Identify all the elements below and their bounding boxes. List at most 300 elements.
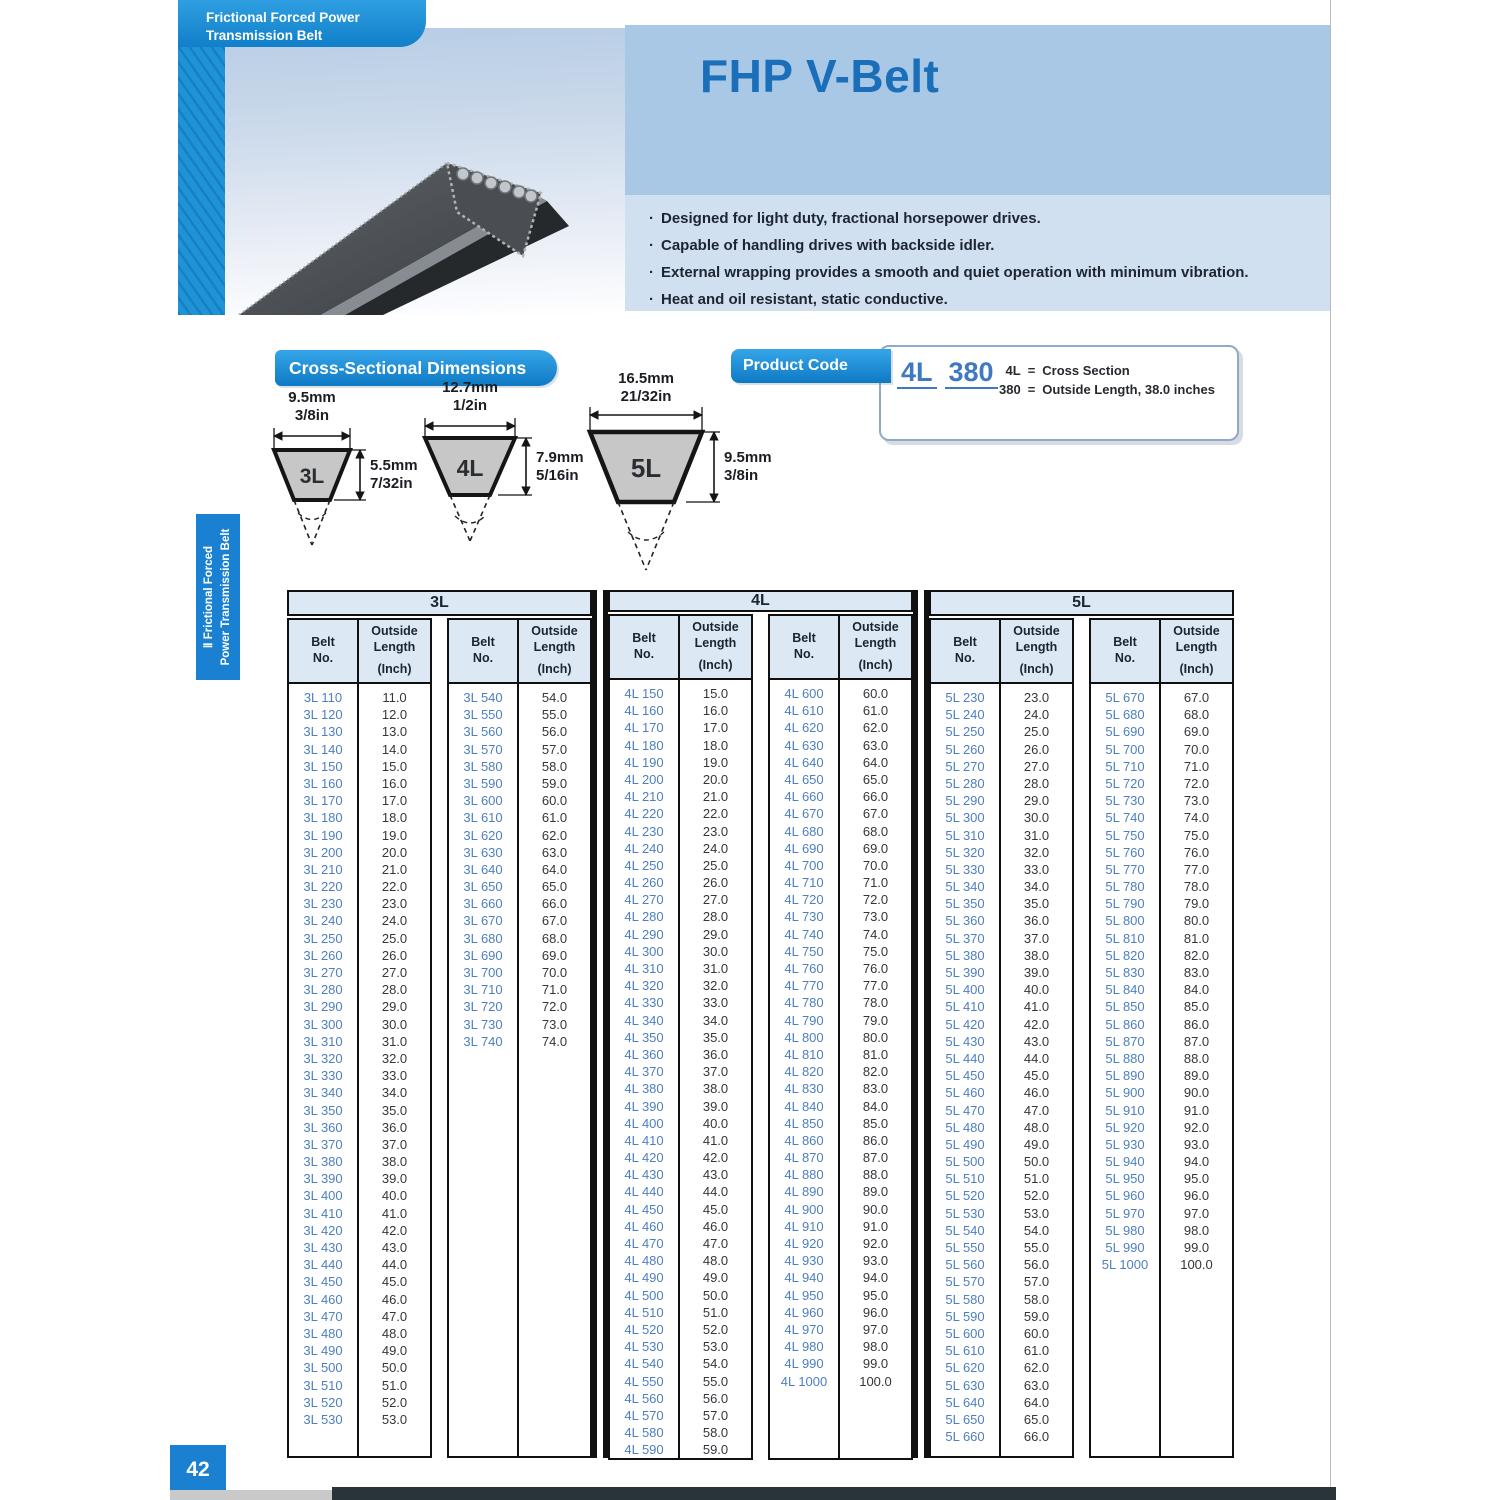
belt-no-cell: 5L 820 bbox=[1105, 947, 1145, 963]
length-cell: 71.0 bbox=[862, 875, 889, 891]
belt-no-cell: 4L 490 bbox=[624, 1270, 664, 1286]
belt-no-cell: 3L 400 bbox=[303, 1188, 343, 1204]
belt-no-cell: 5L 880 bbox=[1105, 1050, 1145, 1066]
belt-no-cell: 5L 660 bbox=[945, 1429, 985, 1445]
belt-no-cell: 5L 790 bbox=[1105, 896, 1145, 912]
length-cell: 74.0 bbox=[862, 926, 889, 942]
length-cell: 79.0 bbox=[862, 1012, 889, 1028]
length-cell: 63.0 bbox=[541, 844, 568, 860]
length-cell: 30.0 bbox=[1023, 810, 1050, 826]
legend-term: 380 bbox=[999, 382, 1021, 397]
belt-no-cell: 5L 960 bbox=[1105, 1188, 1145, 1204]
length-cell: 58.0 bbox=[702, 1425, 729, 1441]
belt-no-cell: 5L 580 bbox=[945, 1291, 985, 1307]
belt-no-cell: 4L 720 bbox=[784, 892, 824, 908]
length-cell: 48.0 bbox=[702, 1253, 729, 1269]
length-cell: 56.0 bbox=[1023, 1257, 1050, 1273]
length-cell: 62.0 bbox=[862, 720, 889, 736]
belt-size-table bbox=[287, 590, 1234, 1458]
outside-length-column bbox=[359, 684, 430, 1456]
belt-no-column bbox=[1091, 684, 1161, 1456]
belt-no-cell: 4L 970 bbox=[784, 1321, 824, 1337]
svg-text:5.5mm: 5.5mm bbox=[370, 457, 418, 474]
length-cell: 91.0 bbox=[1183, 1102, 1210, 1118]
length-cell: 70.0 bbox=[541, 965, 568, 980]
belt-no-cell: 5L 690 bbox=[1105, 724, 1145, 740]
belt-no-cell: 3L 630 bbox=[463, 844, 503, 860]
length-cell: 47.0 bbox=[1023, 1102, 1050, 1118]
belt-no-cell: 4L 420 bbox=[624, 1150, 664, 1166]
length-cell: 45.0 bbox=[702, 1201, 729, 1217]
belt-no-cell: 3L 270 bbox=[303, 965, 343, 980]
length-cell: 82.0 bbox=[862, 1064, 889, 1080]
length-cell: 50.0 bbox=[702, 1287, 729, 1303]
belt-no-cell: 4L 500 bbox=[624, 1287, 664, 1303]
belt-no-cell: 4L 570 bbox=[624, 1407, 664, 1423]
belt-no-cell: 5L 890 bbox=[1105, 1068, 1145, 1084]
group-separator bbox=[592, 590, 608, 1458]
outside-length-header: Outside Length (Inch) bbox=[359, 620, 430, 684]
belt-no-cell: 5L 410 bbox=[945, 999, 985, 1015]
belt-no-cell: 3L 340 bbox=[303, 1085, 343, 1101]
belt-no-cell: 5L 700 bbox=[1105, 741, 1145, 757]
svg-text:3L: 3L bbox=[299, 465, 325, 488]
belt-no-cell: 5L 860 bbox=[1105, 1016, 1145, 1032]
v-belt-photo bbox=[225, 60, 625, 315]
belt-no-cell: 3L 360 bbox=[303, 1119, 343, 1135]
belt-no-cell: 4L 780 bbox=[784, 995, 824, 1011]
belt-no-cell: 5L 990 bbox=[1105, 1240, 1145, 1255]
belt-no-cell: 5L 380 bbox=[945, 947, 985, 963]
belt-no-column bbox=[449, 684, 519, 1456]
length-cell: 71.0 bbox=[1183, 758, 1210, 774]
belt-no-cell: 4L 400 bbox=[624, 1115, 664, 1131]
belt-no-cell: 3L 200 bbox=[303, 844, 343, 860]
feature-item: · Heat and oil resistant, static conductive. bbox=[649, 286, 1330, 313]
belt-subtable bbox=[287, 618, 432, 1458]
length-cell: 69.0 bbox=[541, 947, 568, 963]
belt-no-cell: 5L 620 bbox=[945, 1360, 985, 1376]
length-cell: 100.0 bbox=[1180, 1257, 1213, 1273]
belt-no-cell: 4L 220 bbox=[624, 806, 664, 822]
outside-length-header: Outside Length (Inch) bbox=[680, 616, 751, 680]
length-cell: 67.0 bbox=[862, 806, 889, 822]
length-cell: 88.0 bbox=[1183, 1050, 1210, 1066]
length-cell: 84.0 bbox=[862, 1098, 889, 1114]
length-cell: 97.0 bbox=[862, 1321, 889, 1337]
length-cell: 66.0 bbox=[862, 789, 889, 805]
length-cell: 34.0 bbox=[381, 1085, 408, 1101]
belt-no-cell: 3L 720 bbox=[463, 999, 503, 1015]
feature-item: · Designed for light duty, fractional horsepower drives. bbox=[649, 205, 1330, 232]
belt-no-cell: 5L 850 bbox=[1105, 999, 1145, 1015]
belt-no-cell: 5L 230 bbox=[945, 690, 985, 705]
length-cell: 62.0 bbox=[1023, 1360, 1050, 1376]
length-cell: 49.0 bbox=[702, 1270, 729, 1286]
length-cell: 55.0 bbox=[541, 707, 568, 723]
legend-equals: = bbox=[1027, 363, 1036, 378]
length-cell: 64.0 bbox=[1023, 1394, 1050, 1410]
belt-no-cell: 4L 600 bbox=[784, 686, 824, 701]
outside-length-header: Outside Length (Inch) bbox=[1001, 620, 1072, 684]
belt-no-cell: 4L 360 bbox=[624, 1046, 664, 1062]
belt-subtable bbox=[447, 618, 592, 1458]
belt-no-cell: 3L 740 bbox=[463, 1033, 503, 1049]
length-cell: 59.0 bbox=[541, 775, 568, 791]
belt-no-cell: 4L 850 bbox=[784, 1115, 824, 1131]
belt-no-cell: 4L 240 bbox=[624, 840, 664, 856]
length-cell: 55.0 bbox=[1023, 1240, 1050, 1255]
belt-no-cell: 4L 880 bbox=[784, 1167, 824, 1183]
belt-no-cell: 4L 910 bbox=[784, 1218, 824, 1234]
belt-no-cell: 4L 870 bbox=[784, 1150, 824, 1166]
length-cell: 39.0 bbox=[381, 1171, 408, 1187]
svg-text:12.7mm: 12.7mm bbox=[442, 379, 498, 396]
length-cell: 26.0 bbox=[381, 947, 408, 963]
belt-no-cell: 4L 180 bbox=[624, 737, 664, 753]
length-cell: 96.0 bbox=[1183, 1188, 1210, 1204]
group-body bbox=[929, 618, 1234, 1458]
belt-no-cell: 5L 500 bbox=[945, 1154, 985, 1170]
length-cell: 63.0 bbox=[862, 737, 889, 753]
belt-no-cell: 3L 690 bbox=[463, 947, 503, 963]
left-accent-strip bbox=[178, 0, 225, 315]
group-separator bbox=[913, 590, 929, 1458]
length-cell: 86.0 bbox=[1183, 1016, 1210, 1032]
belt-no-cell: 4L 790 bbox=[784, 1012, 824, 1028]
length-cell: 28.0 bbox=[702, 909, 729, 925]
belt-no-cell: 4L 280 bbox=[624, 909, 664, 925]
length-cell: 85.0 bbox=[1183, 999, 1210, 1015]
length-cell: 58.0 bbox=[541, 758, 568, 774]
length-cell: 33.0 bbox=[702, 995, 729, 1011]
length-cell: 39.0 bbox=[702, 1098, 729, 1114]
length-cell: 35.0 bbox=[702, 1029, 729, 1045]
belt-no-cell: 5L 350 bbox=[945, 896, 985, 912]
length-cell: 98.0 bbox=[862, 1339, 889, 1355]
length-cell: 89.0 bbox=[862, 1184, 889, 1200]
length-cell: 24.0 bbox=[702, 840, 729, 856]
outside-length-column bbox=[519, 684, 590, 1456]
belt-no-cell: 4L 350 bbox=[624, 1029, 664, 1045]
belt-no-cell: 5L 390 bbox=[945, 965, 985, 980]
length-cell: 15.0 bbox=[381, 758, 408, 774]
belt-no-cell: 4L 740 bbox=[784, 926, 824, 942]
length-cell: 75.0 bbox=[862, 943, 889, 959]
legend-definition: Outside Length, 38.0 inches bbox=[1042, 382, 1215, 397]
belt-no-cell: 3L 330 bbox=[303, 1068, 343, 1084]
belt-no-cell: 4L 430 bbox=[624, 1167, 664, 1183]
length-cell: 50.0 bbox=[1023, 1154, 1050, 1170]
belt-no-cell: 4L 540 bbox=[624, 1356, 664, 1372]
length-cell: 25.0 bbox=[702, 857, 729, 873]
length-cell: 67.0 bbox=[541, 913, 568, 929]
belt-no-cell: 5L 840 bbox=[1105, 982, 1145, 998]
length-cell: 44.0 bbox=[702, 1184, 729, 1200]
belt-no-cell: 4L 670 bbox=[784, 806, 824, 822]
belt-no-cell: 4L 810 bbox=[784, 1046, 824, 1062]
length-cell: 36.0 bbox=[1023, 913, 1050, 929]
length-cell: 12.0 bbox=[381, 707, 408, 723]
belt-no-cell: 3L 370 bbox=[303, 1136, 343, 1152]
belt-no-cell: 5L 770 bbox=[1105, 861, 1145, 877]
length-cell: 27.0 bbox=[381, 965, 408, 980]
product-code-heading: Product Code bbox=[731, 349, 891, 383]
length-cell: 59.0 bbox=[1023, 1308, 1050, 1324]
belt-no-cell: 4L 320 bbox=[624, 978, 664, 994]
belt-no-cell: 4L 290 bbox=[624, 926, 664, 942]
belt-no-cell: 5L 240 bbox=[945, 707, 985, 723]
length-cell: 73.0 bbox=[541, 1016, 568, 1032]
length-cell: 69.0 bbox=[862, 840, 889, 856]
belt-no-cell: 3L 460 bbox=[303, 1291, 343, 1307]
belt-no-cell: 5L 630 bbox=[945, 1377, 985, 1393]
belt-no-cell: 3L 540 bbox=[463, 690, 503, 705]
belt-no-cell: 4L 750 bbox=[784, 943, 824, 959]
belt-no-cell: 4L 460 bbox=[624, 1218, 664, 1234]
length-cell: 35.0 bbox=[381, 1102, 408, 1118]
belt-no-cell: 4L 580 bbox=[624, 1425, 664, 1441]
length-cell: 40.0 bbox=[1023, 982, 1050, 998]
cross-section-diagrams bbox=[250, 370, 790, 605]
length-cell: 28.0 bbox=[1023, 775, 1050, 791]
belt-no-cell: 3L 580 bbox=[463, 758, 503, 774]
belt-no-cell: 4L 340 bbox=[624, 1012, 664, 1028]
length-cell: 14.0 bbox=[381, 741, 408, 757]
length-cell: 73.0 bbox=[862, 909, 889, 925]
svg-text:3/8in: 3/8in bbox=[294, 407, 330, 424]
length-cell: 18.0 bbox=[702, 737, 729, 753]
cross-section-heading: Cross-Sectional Dimensions bbox=[275, 350, 557, 386]
belt-no-cell: 3L 380 bbox=[303, 1154, 343, 1170]
length-cell: 51.0 bbox=[1023, 1171, 1050, 1187]
length-cell: 92.0 bbox=[1183, 1119, 1210, 1135]
length-cell: 29.0 bbox=[702, 926, 729, 942]
outside-length-header: Outside Length (Inch) bbox=[1161, 620, 1232, 684]
svg-text:7.9mm: 7.9mm bbox=[536, 449, 584, 466]
length-cell: 31.0 bbox=[381, 1033, 408, 1049]
length-cell: 37.0 bbox=[381, 1136, 408, 1152]
length-cell: 70.0 bbox=[1183, 741, 1210, 757]
length-cell: 32.0 bbox=[381, 1050, 408, 1066]
belt-no-cell: 3L 310 bbox=[303, 1033, 343, 1049]
belt-no-cell: 4L 530 bbox=[624, 1339, 664, 1355]
belt-no-cell: 5L 670 bbox=[1105, 690, 1145, 705]
length-cell: 72.0 bbox=[1183, 775, 1210, 791]
belt-no-cell: 3L 480 bbox=[303, 1325, 343, 1341]
belt-group-4l bbox=[608, 590, 913, 1458]
length-cell: 34.0 bbox=[1023, 879, 1050, 895]
belt-no-cell: 4L 390 bbox=[624, 1098, 664, 1114]
length-cell: 24.0 bbox=[1023, 707, 1050, 723]
belt-no-cell: 5L 760 bbox=[1105, 844, 1145, 860]
length-cell: 53.0 bbox=[702, 1339, 729, 1355]
belt-no-cell: 4L 690 bbox=[784, 840, 824, 856]
belt-no-cell: 3L 680 bbox=[463, 930, 503, 946]
length-cell: 21.0 bbox=[702, 789, 729, 805]
belt-no-cell: 3L 430 bbox=[303, 1240, 343, 1255]
belt-no-cell: 3L 390 bbox=[303, 1171, 343, 1187]
belt-no-header: Belt No. bbox=[449, 620, 519, 684]
length-cell: 81.0 bbox=[862, 1046, 889, 1062]
length-cell: 29.0 bbox=[381, 999, 408, 1015]
bottom-bar-dark bbox=[332, 1487, 1336, 1500]
length-cell: 65.0 bbox=[862, 771, 889, 787]
belt-no-cell: 4L 760 bbox=[784, 961, 824, 976]
length-cell: 68.0 bbox=[862, 823, 889, 839]
belt-no-cell: 4L 770 bbox=[784, 978, 824, 994]
length-cell: 98.0 bbox=[1183, 1222, 1210, 1238]
length-cell: 46.0 bbox=[381, 1291, 408, 1307]
belt-no-cell: 5L 430 bbox=[945, 1033, 985, 1049]
length-cell: 38.0 bbox=[381, 1154, 408, 1170]
belt-no-header: Belt No. bbox=[1091, 620, 1161, 684]
length-cell: 51.0 bbox=[381, 1377, 408, 1393]
length-cell: 61.0 bbox=[1023, 1343, 1050, 1359]
belt-no-cell: 5L 480 bbox=[945, 1119, 985, 1135]
belt-no-cell: 3L 560 bbox=[463, 724, 503, 740]
product-code-legend bbox=[999, 363, 1215, 397]
length-cell: 45.0 bbox=[1023, 1068, 1050, 1084]
belt-no-cell: 4L 890 bbox=[784, 1184, 824, 1200]
belt-no-cell: 5L 640 bbox=[945, 1394, 985, 1410]
group-label: 3L bbox=[287, 590, 592, 616]
belt-no-cell: 5L 950 bbox=[1105, 1171, 1145, 1187]
svg-text:16.5mm: 16.5mm bbox=[618, 370, 674, 387]
svg-text:7/32in: 7/32in bbox=[370, 475, 413, 492]
belt-no-cell: 5L 310 bbox=[945, 827, 985, 843]
length-cell: 74.0 bbox=[1183, 810, 1210, 826]
length-cell: 46.0 bbox=[702, 1218, 729, 1234]
length-cell: 37.0 bbox=[702, 1064, 729, 1080]
belt-no-cell: 5L 720 bbox=[1105, 775, 1145, 791]
belt-no-cell: 5L 520 bbox=[945, 1188, 985, 1204]
belt-no-cell: 5L 490 bbox=[945, 1136, 985, 1152]
length-cell: 70.0 bbox=[862, 857, 889, 873]
title-panel bbox=[625, 25, 1330, 195]
belt-no-cell: 4L 250 bbox=[624, 857, 664, 873]
belt-no-cell: 3L 420 bbox=[303, 1222, 343, 1238]
belt-no-cell: 5L 750 bbox=[1105, 827, 1145, 843]
length-cell: 56.0 bbox=[702, 1390, 729, 1406]
belt-no-cell: 3L 300 bbox=[303, 1016, 343, 1032]
product-code-section: 4L bbox=[897, 357, 937, 389]
length-cell: 18.0 bbox=[381, 810, 408, 826]
belt-no-cell: 3L 230 bbox=[303, 896, 343, 912]
page-edge-line bbox=[1330, 0, 1331, 1487]
belt-no-cell: 3L 450 bbox=[303, 1274, 343, 1290]
belt-no-cell: 5L 870 bbox=[1105, 1033, 1145, 1049]
length-cell: 26.0 bbox=[1023, 741, 1050, 757]
length-cell: 87.0 bbox=[862, 1150, 889, 1166]
belt-no-cell: 5L 970 bbox=[1105, 1205, 1145, 1221]
belt-no-cell: 5L 510 bbox=[945, 1171, 985, 1187]
belt-no-cell: 5L 270 bbox=[945, 758, 985, 774]
belt-no-cell: 4L 300 bbox=[624, 943, 664, 959]
length-cell: 94.0 bbox=[1183, 1154, 1210, 1170]
belt-no-cell: 3L 730 bbox=[463, 1016, 503, 1032]
belt-no-cell: 3L 530 bbox=[303, 1411, 343, 1427]
length-cell: 60.0 bbox=[541, 793, 568, 809]
belt-no-cell: 5L 260 bbox=[945, 741, 985, 757]
length-cell: 37.0 bbox=[1023, 930, 1050, 946]
group-label: 5L bbox=[929, 590, 1234, 616]
length-cell: 90.0 bbox=[1183, 1085, 1210, 1101]
length-cell: 93.0 bbox=[862, 1253, 889, 1269]
belt-subtable bbox=[768, 614, 913, 1460]
length-cell: 56.0 bbox=[541, 724, 568, 740]
length-cell: 61.0 bbox=[541, 810, 568, 826]
page-number: 42 bbox=[170, 1445, 226, 1495]
length-cell: 52.0 bbox=[381, 1394, 408, 1410]
length-cell: 43.0 bbox=[381, 1240, 408, 1255]
length-cell: 91.0 bbox=[862, 1218, 889, 1234]
belt-subtable bbox=[608, 614, 753, 1460]
length-cell: 42.0 bbox=[1023, 1016, 1050, 1032]
length-cell: 23.0 bbox=[381, 896, 408, 912]
feature-item: · Capable of handling drives with backside idler. bbox=[649, 232, 1330, 259]
length-cell: 21.0 bbox=[381, 861, 408, 877]
belt-no-header: Belt No. bbox=[289, 620, 359, 684]
length-cell: 54.0 bbox=[1023, 1222, 1050, 1238]
length-cell: 38.0 bbox=[1023, 947, 1050, 963]
length-cell: 87.0 bbox=[1183, 1033, 1210, 1049]
length-cell: 54.0 bbox=[541, 690, 568, 705]
belt-no-cell: 4L 640 bbox=[784, 754, 824, 770]
belt-no-cell: 3L 510 bbox=[303, 1377, 343, 1393]
svg-text:9.5mm: 9.5mm bbox=[288, 389, 336, 406]
length-cell: 33.0 bbox=[1023, 861, 1050, 877]
side-tab bbox=[196, 514, 240, 680]
belt-no-cell: 3L 150 bbox=[303, 758, 343, 774]
length-cell: 64.0 bbox=[541, 861, 568, 877]
length-cell: 94.0 bbox=[862, 1270, 889, 1286]
belt-no-cell: 4L 680 bbox=[784, 823, 824, 839]
length-cell: 60.0 bbox=[862, 686, 889, 701]
length-cell: 90.0 bbox=[862, 1201, 889, 1217]
length-cell: 75.0 bbox=[1183, 827, 1210, 843]
length-cell: 32.0 bbox=[702, 978, 729, 994]
belt-no-cell: 4L 260 bbox=[624, 875, 664, 891]
length-cell: 100.0 bbox=[859, 1373, 892, 1389]
length-cell: 43.0 bbox=[702, 1167, 729, 1183]
length-cell: 33.0 bbox=[381, 1068, 408, 1084]
belt-no-cell: 4L 610 bbox=[784, 703, 824, 719]
length-cell: 69.0 bbox=[1183, 724, 1210, 740]
belt-no-cell: 4L 820 bbox=[784, 1064, 824, 1080]
length-cell: 65.0 bbox=[541, 879, 568, 895]
legend-equals: = bbox=[1027, 382, 1036, 397]
length-cell: 25.0 bbox=[1023, 724, 1050, 740]
length-cell: 20.0 bbox=[381, 844, 408, 860]
belt-no-cell: 3L 240 bbox=[303, 913, 343, 929]
length-cell: 76.0 bbox=[1183, 844, 1210, 860]
length-cell: 82.0 bbox=[1183, 947, 1210, 963]
length-cell: 99.0 bbox=[1183, 1240, 1210, 1255]
belt-no-cell: 3L 140 bbox=[303, 741, 343, 757]
belt-no-cell: 4L 730 bbox=[784, 909, 824, 925]
belt-no-cell: 4L 990 bbox=[784, 1356, 824, 1372]
length-cell: 26.0 bbox=[702, 875, 729, 891]
length-cell: 65.0 bbox=[1023, 1411, 1050, 1427]
corner-badge bbox=[178, 0, 426, 47]
length-cell: 88.0 bbox=[862, 1167, 889, 1183]
product-code-box bbox=[879, 345, 1239, 441]
feature-item: · External wrapping provides a smooth and quiet operation with minimum vibration. bbox=[649, 259, 1330, 286]
belt-no-cell: 3L 610 bbox=[463, 810, 503, 826]
outside-length-column bbox=[840, 680, 911, 1458]
profile-5l bbox=[590, 370, 772, 570]
